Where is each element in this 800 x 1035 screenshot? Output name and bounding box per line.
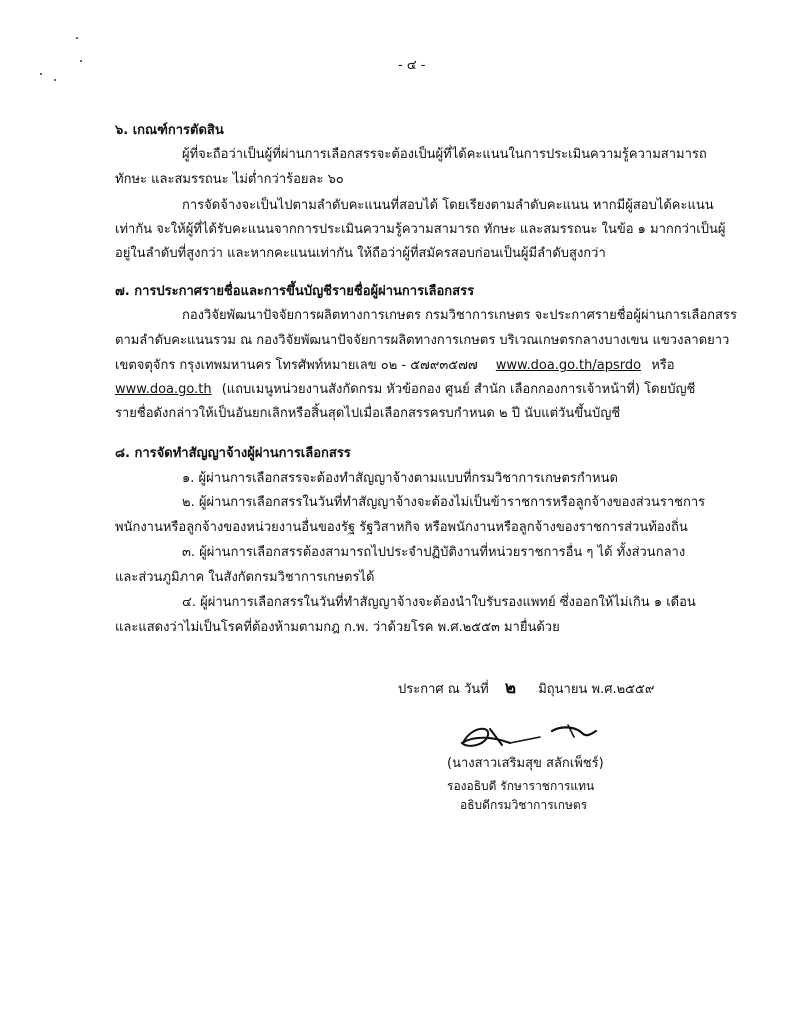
announcement-date: [398, 680, 654, 698]
section-8-item-line: และส่วนภูมิภาค ในสังกัดกรมวิชาการเกษตรได้: [115, 570, 375, 585]
signatory-position: อธิบดีกรมวิชาการเกษตร: [460, 798, 588, 812]
scan-speck: [80, 60, 82, 62]
scan-speck: [54, 79, 56, 81]
section-7-contact-text: เขตจตุจักร กรุงเทพมหานคร โทรศัพท์หมายเลข ๐๒ - ๕๗๙๓๕๗๗: [115, 358, 478, 373]
section-8-item-line: ๒. ผู้ผ่านการเลือกสรรในวันที่ทำสัญญาจ้างจะต้องไม่เป็นข้าราชการหรือลูกจ้างของส่วนราชการ: [182, 495, 706, 510]
doa-link[interactable]: www.doa.go.th: [115, 382, 212, 397]
section-8-item-line: ๔. ผู้ผ่านการเลือกสรรในวันที่ทำสัญญาจ้างจะต้องนำใบรับรองแพทย์ ซึ่งออกให้ไม่เกิน ๑ เดือน: [182, 595, 696, 610]
section-6-paragraph-line: อยู่ในลำดับที่สูงกว่า และหากคะแนนเท่ากัน ให้ถือว่าผู้ที่สมัครสอบก่อนเป็นผู้มีลำดับสูงกว่า: [115, 246, 606, 261]
handwritten-signature: [450, 715, 610, 760]
section-7-paragraph-line: รายชื่อดังกล่าวให้เป็นอันยกเลิกหรือสิ้นสุดไปเมื่อเลือกสรรครบกำหนด ๒ ปี นับแต่วันขึ้นบัญชี: [115, 406, 621, 421]
section-7-paragraph-line: ตามลำดับคะแนนรวม ณ กองวิจัยพัฒนาปัจจัยการผลิตทางการเกษตร บริเวณเกษตรกลางบางเขน แขวงลาดยาว: [115, 333, 730, 348]
section-7-heading: ๗. การประกาศรายชื่อและการขึ้นบัญชีรายชื่อผู้ผ่านการเลือกสรร: [115, 284, 475, 299]
scan-speck: [40, 73, 42, 75]
apsrdo-link[interactable]: www.doa.go.th/apsrdo: [495, 358, 642, 373]
scan-speck: [76, 37, 78, 39]
section-7-paragraph-line: [115, 358, 675, 374]
signatory-position: รองอธิบดี รักษาราชการแทน: [447, 779, 595, 793]
section-8-item-line: ๓. ผู้ผ่านการเลือกสรรต้องสามารถไปประจำปฏิบัติงานที่หน่วยราชการอื่น ๆ ได้ ทั้งส่วนกลาง: [182, 545, 686, 560]
section-6-paragraph-line: เท่ากัน จะให้ผู้ที่ได้รับคะแนนจากการประเมินความรู้ความสามารถ ทักษะ และสมรรถนะ ในข้อ ๑ มากกว่าเป็นผู้: [115, 222, 726, 237]
section-6-paragraph-line: ทักษะ และสมรรถนะ ไม่ต่ำกว่าร้อยละ ๖๐: [115, 172, 344, 187]
signatory-name: (นางสาวเสริมสุข สลักเพ็ชร์): [447, 756, 604, 771]
section-8-item-line: พนักงานหรือลูกจ้างของหน่วยงานอื่นของรัฐ รัฐวิสาหกิจ หรือพนักงานหรือลูกจ้างของราชการส่วนท้องถิ่น: [115, 520, 688, 535]
section-7-paragraph-line: กองวิจัยพัฒนาปัจจัยการผลิตทางการเกษตร กรมวิชาการเกษตร จะประกาศรายชื่อผู้ผ่านการเลือกสรร: [182, 308, 737, 323]
announcement-month-year: มิถุนายน พ.ศ.๒๕๕๙: [538, 682, 655, 697]
section-7-paragraph-line: [115, 382, 695, 398]
section-6-heading: ๖. เกณฑ์การตัดสิน: [115, 123, 224, 138]
section-7-menu-text: (แถบเมนูหน่วยงานสังกัดกรม หัวข้อกอง ศูนย์ สำนัก เลือกกองการเจ้าหน้าที่) โดยบัญชี: [221, 382, 696, 397]
announcement-day: ๒: [504, 678, 517, 698]
section-8-item-line: และแสดงว่าไม่เป็นโรคที่ต้องห้ามตามกฎ ก.พ. ว่าด้วยโรค พ.ศ.๒๕๕๓ มายื่นด้วย: [115, 620, 560, 635]
section-6-paragraph-line: ผู้ที่จะถือว่าเป็นผู้ที่ผ่านการเลือกสรรจะต้องเป็นผู้ที่ได้คะแนนในการประเมินความรู้ความสามารถ: [182, 147, 707, 162]
announcement-prefix: ประกาศ ณ วันที่: [398, 682, 489, 697]
section-6-paragraph-line: การจัดจ้างจะเป็นไปตามลำดับคะแนนที่สอบได้ โดยเรียงตามลำดับคะแนน หากมีผู้สอบได้คะแนน: [182, 198, 714, 213]
section-7-or-text: หรือ: [651, 358, 675, 373]
section-8-item-line: ๑. ผู้ผ่านการเลือกสรรจะต้องทำสัญญาจ้างตามแบบที่กรมวิชาการเกษตรกำหนด: [182, 471, 618, 486]
section-8-heading: ๘. การจัดทำสัญญาจ้างผู้ผ่านการเลือกสรร: [115, 446, 351, 461]
page-number: - ๔ -: [398, 58, 426, 73]
